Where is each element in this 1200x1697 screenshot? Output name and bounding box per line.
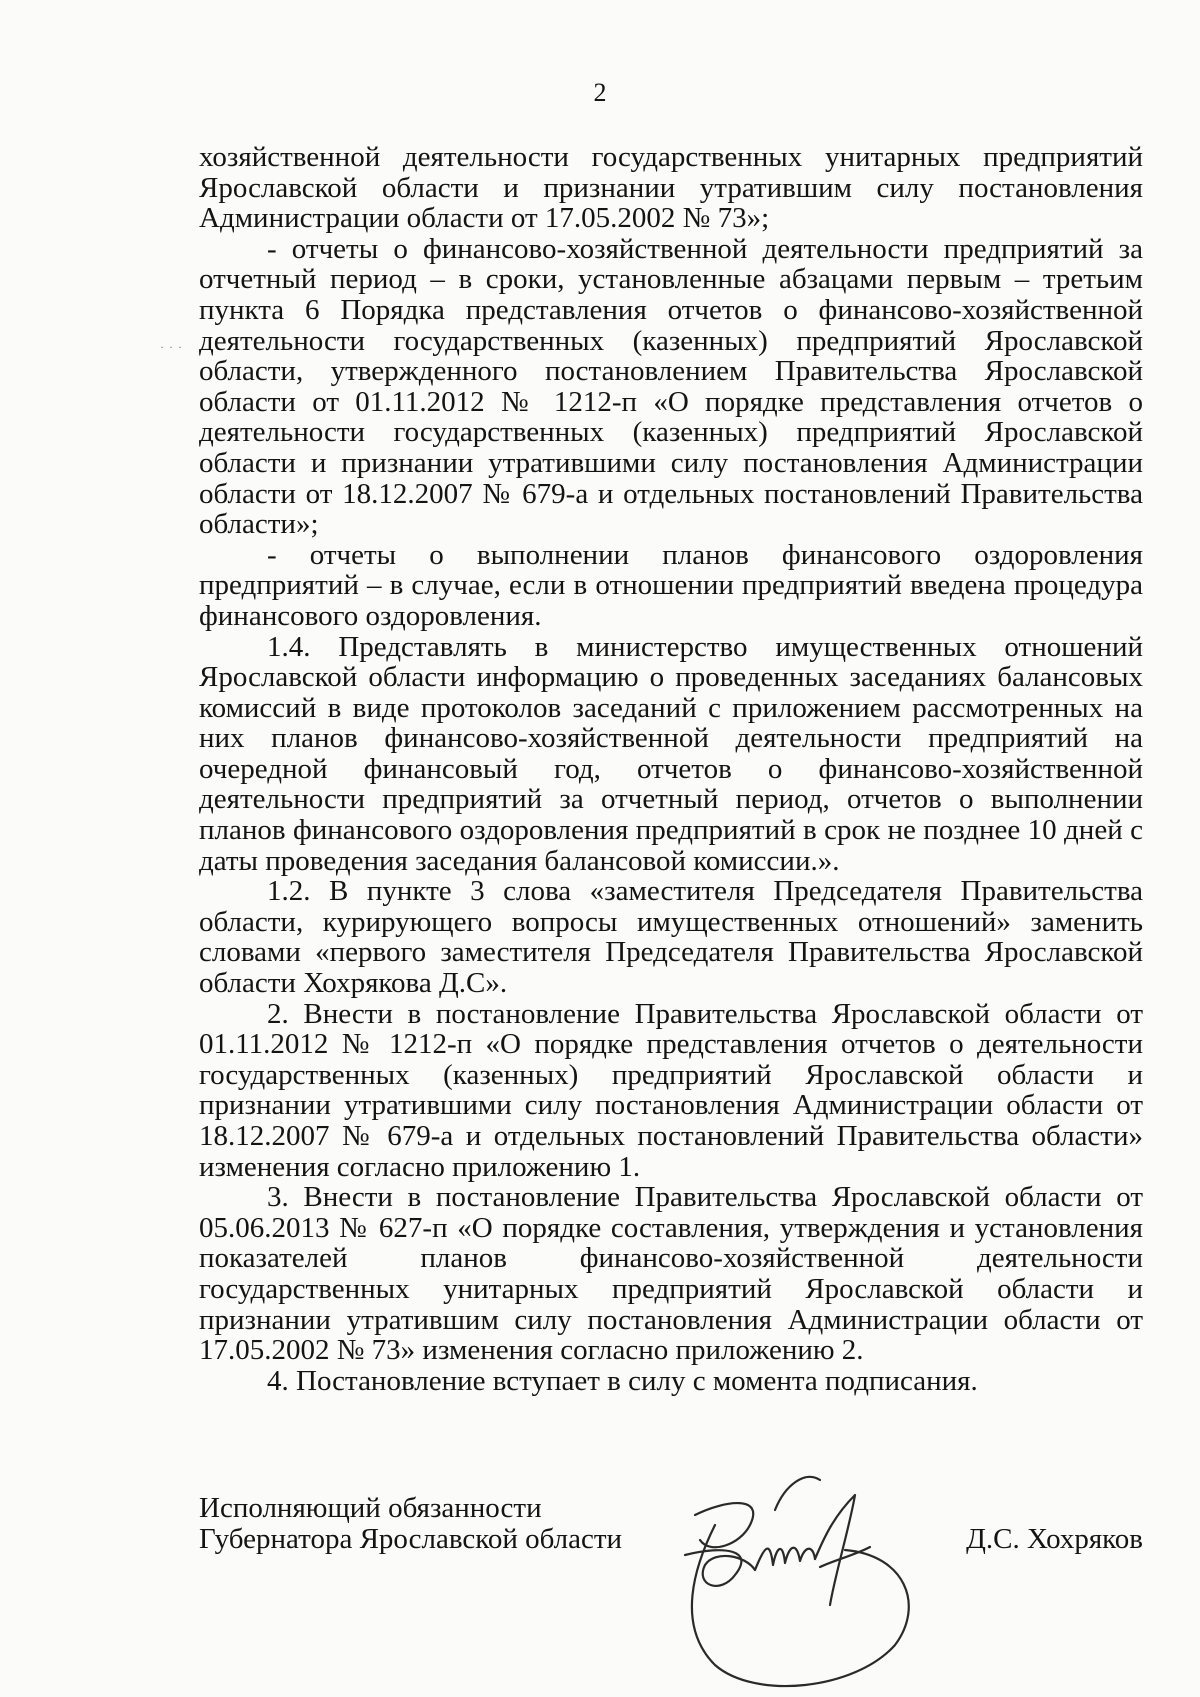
paragraph-reports-activity: - отчеты о финансово-хозяйственной деятельности предприятий за отчетный период – в сроки, установленные абзацами первым – третьим пункта 6 Порядка представления отчетов о финансово-хозяйственной деятельности государственных (казенных) предприятий Ярославской области, утвержденного постановлением Правительства Ярославской области от 01.11.2012 № 1212-п «О порядке представления отчетов о деятельности государственных (казенных) предприятий Ярославской области и признании утратившими силу постановления Администрации области от 18.12.2007 № 679-а и отдельных постановлений Правительства области»; (199, 232, 1143, 541)
page-number: 2 (593, 78, 607, 107)
signatory-position (199, 1493, 622, 1554)
paragraph-continuation: хозяйственной деятельности государственных унитарных предприятий Ярославской области и признании утратившим силу постановления Администрации области от 17.05.2002 № 73»; (199, 141, 1143, 235)
paragraph-2: 2. Внести в постановление Правительства Ярославской области от 01.11.2012 № 1212-п «О порядке представления отчетов о деятельности государственных (казенных) предприятий Ярославской области и признании утратившими силу постановления Администрации области от 18.12.2007 № 679-а и отдельных постановлений Правительства области» изменения согласно приложению 1. (199, 997, 1143, 1183)
document-body (199, 142, 1143, 1396)
paragraph-4: 4. Постановление вступает в силу с момента подписания. (267, 1364, 978, 1397)
position-line-2: Губернатора Ярославской области (199, 1522, 623, 1555)
paragraph-3: 3. Внести в постановление Правительства Ярославской области от 05.06.2013 № 627-п «О порядке составления, утверждения и установления показателей планов финансово-хозяйственной деятельности государственных унитарных предприятий Ярославской области и признании утратившим силу постановления Администрации области от 17.05.2002 № 73» изменения согласно приложению 2. (199, 1181, 1143, 1367)
signer-name: Д.С. Хохряков (966, 1523, 1143, 1555)
handwritten-signature (655, 1455, 945, 1695)
paragraph-1-2: 1.2. В пункте 3 слова «заместителя Председателя Правительства области, курирующего вопросы имущественных отношений» заменить словами «первого заместителя Председателя Правительства Ярославской области Хохрякова Д.С». (199, 875, 1143, 1000)
paragraph-1-4: 1.4. Представлять в министерство имущественных отношений Ярославской области информацию о проведенных заседаниях балансовых комиссий в виде протоколов заседаний с приложением рассмотренных на них планов финансово-хозяйственной деятельности предприятий на очередной финансовый год, отчетов о финансово-хозяйственной деятельности предприятий за отчетный период, отчетов о выполнении планов финансового оздоровления предприятий в срок не позднее 10 дней с даты проведения заседания балансовой комиссии.». (199, 630, 1143, 877)
position-line-1: Исполняющий обязанности (199, 1492, 542, 1524)
margin-mark: · · · (160, 340, 183, 354)
paragraph-reports-recovery: - отчеты о выполнении планов финансового оздоровления предприятий – в случае, если в отношении предприятий введена процедура финансового оздоровления. (199, 538, 1143, 632)
